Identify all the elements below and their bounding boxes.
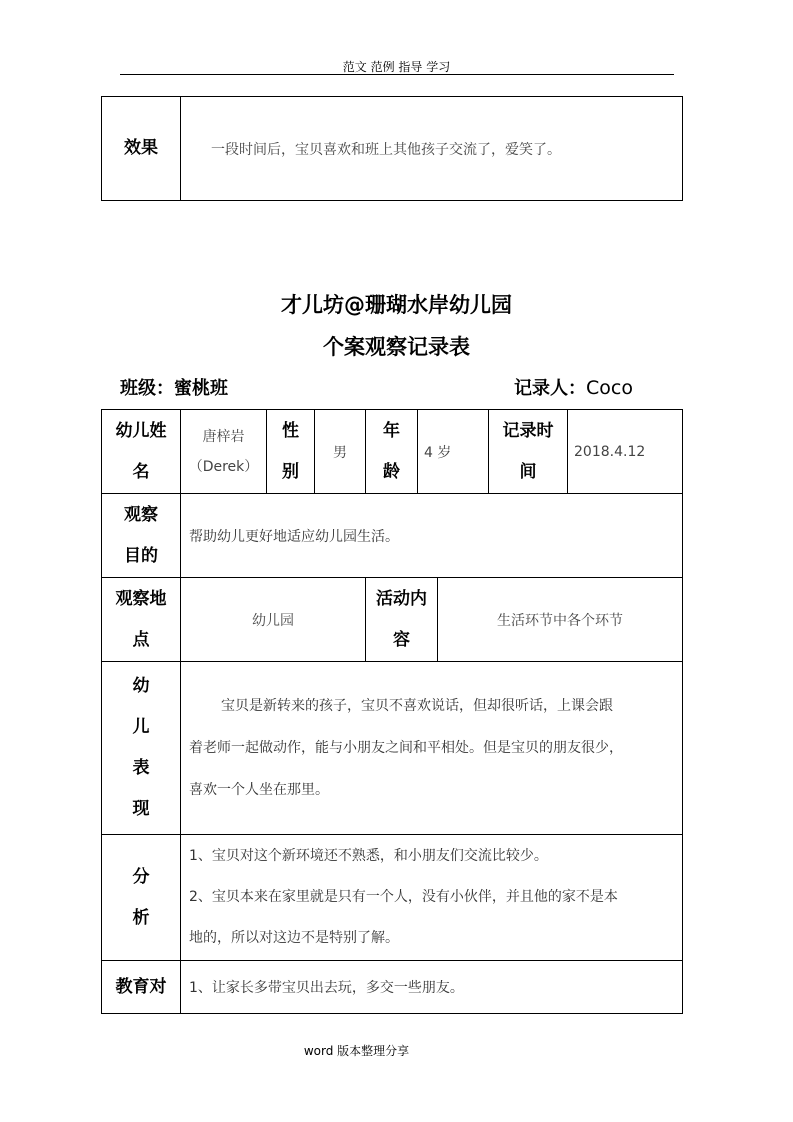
class-value: 蜜桃班 — [174, 378, 228, 399]
recorder-value: Coco — [586, 377, 633, 399]
behavior-label-char: 幼 — [132, 676, 150, 696]
analysis-label — [102, 835, 181, 961]
age-label-line1: 年 — [383, 420, 400, 441]
analysis-label-char: 分 — [132, 866, 150, 887]
age-label-line2: 龄 — [383, 461, 400, 482]
name-label-line1: 幼儿姓 — [115, 420, 167, 441]
class-label: 班级： — [120, 378, 174, 399]
place-label-line1: 观察地 — [115, 588, 167, 609]
record-time-label-line2: 间 — [519, 461, 537, 482]
record-time-label — [489, 410, 568, 494]
gender-label-line2: 别 — [282, 461, 299, 482]
recorder-info — [514, 374, 633, 400]
activity-value: 生活环节中各个环节 — [438, 578, 683, 662]
purpose-label — [102, 494, 181, 578]
effect-label: 效果 — [102, 97, 181, 201]
observation-table — [101, 409, 683, 1014]
place-label-line2: 点 — [132, 629, 150, 650]
analysis-content — [181, 835, 683, 961]
behavior-line: 宝贝是新转来的孩子，宝贝不喜欢说话，但却很听话，上课会跟 — [221, 698, 613, 714]
effect-table — [101, 96, 683, 201]
child-name: 唐梓岩 — [202, 428, 245, 445]
form-title: 个案观察记录表 — [323, 335, 470, 359]
effect-content: 一段时间后，宝贝喜欢和班上其他孩子交流了，爱笑了。 — [181, 97, 683, 201]
strategy-value: 1、让家长多带宝贝出去玩，多交一些朋友。 — [181, 961, 683, 1014]
age-value: 4 岁 — [418, 410, 489, 494]
activity-label — [366, 578, 438, 662]
behavior-label-char: 儿 — [132, 717, 150, 737]
place-value: 幼儿园 — [181, 578, 366, 662]
recorder-label: 记录人： — [514, 378, 586, 399]
school-title: 才儿坊@珊瑚水岸幼儿园 — [281, 293, 512, 317]
activity-label-line2: 容 — [393, 629, 410, 650]
page-footer: word 版本整理分享 — [303, 1044, 410, 1058]
record-time-value: 2018.4.12 — [568, 410, 683, 494]
analysis-label-char: 析 — [132, 907, 150, 928]
gender-value: 男 — [315, 410, 366, 494]
behavior-label — [102, 662, 181, 835]
page-header: 范文 范例 指导 学习 — [342, 60, 451, 74]
purpose-value: 帮助幼儿更好地适应幼儿园生活。 — [181, 494, 683, 578]
analysis-line: 2、宝贝本来在家里就是只有一个人，没有小伙伴，并且他的家不是本 — [189, 889, 618, 905]
behavior-line: 喜欢一个人坐在那里。 — [189, 782, 329, 798]
analysis-line: 1、宝贝对这个新环境还不熟悉，和小朋友们交流比较少。 — [189, 848, 548, 864]
child-name-en: （Derek） — [188, 458, 259, 475]
record-time-label-line1: 记录时 — [502, 420, 554, 441]
header-divider — [120, 74, 674, 75]
analysis-line: 地的，所以对这边不是特别了解。 — [189, 930, 399, 946]
class-info — [120, 374, 228, 400]
behavior-line: 着老师一起做动作，能与小朋友之间和平相处。但是宝贝的朋友很少， — [189, 740, 623, 756]
place-label — [102, 578, 181, 662]
behavior-content — [181, 662, 683, 835]
name-label — [102, 410, 181, 494]
gender-label-line1: 性 — [282, 420, 299, 441]
purpose-label-line2: 目的 — [124, 545, 158, 566]
age-label — [366, 410, 418, 494]
purpose-label-line1: 观察 — [124, 504, 158, 525]
strategy-label: 教育对 — [102, 961, 181, 1014]
name-label-line2: 名 — [132, 461, 150, 482]
name-value — [181, 410, 267, 494]
behavior-label-char: 现 — [132, 799, 150, 819]
activity-label-line1: 活动内 — [376, 588, 427, 609]
behavior-label-char: 表 — [132, 758, 150, 778]
gender-label — [267, 410, 315, 494]
